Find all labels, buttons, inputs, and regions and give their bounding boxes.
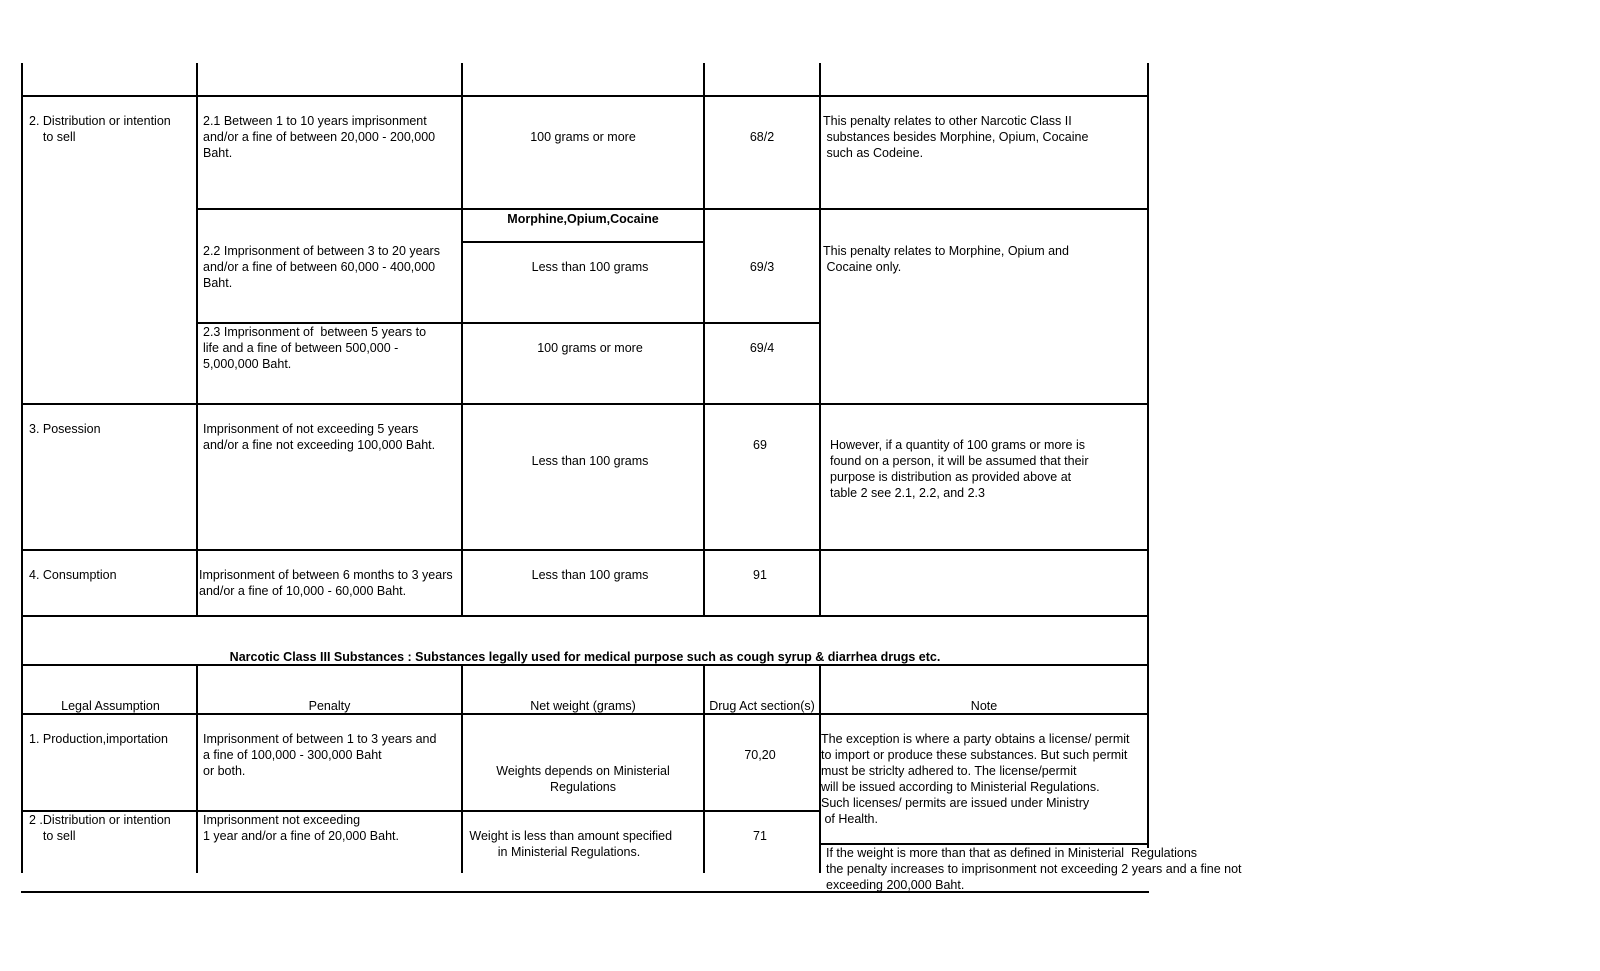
grid-line [21,63,23,873]
text-line: 2 .Distribution or intention [29,813,171,827]
penalty-possession [203,421,435,453]
penalty-production [203,731,436,779]
grid-line [196,208,1149,210]
weight-2-2: Less than 100 grams [531,260,649,274]
legal-assumption-distribution-class3 [29,812,171,844]
text-line: Baht. [203,146,233,160]
grid-line [819,63,821,617]
grid-line [21,95,1149,97]
text-line: 2. Distribution or intention [29,114,171,128]
section-distribution-class3: 71 [753,829,767,843]
text-line: substances besides Morphine, Opium, Cocaine [823,130,1089,144]
text-line: 2.3 Imprisonment of between 5 years to [203,325,427,339]
text-line: will be issued according to Ministerial Regulations. [821,780,1100,794]
text-line: of Health. [821,812,878,826]
text-line: life and a fine of between 500,000 - [203,341,399,355]
penalty-consumption [199,567,453,599]
grid-line [196,63,198,617]
grid-line [21,615,1149,617]
weight-consumption: Less than 100 grams [531,568,649,582]
note-2-1 [823,113,1088,161]
text-line: a fine of 100,000 - 300,000 Baht [203,748,382,762]
text-line: Weight is less than amount specified [465,829,673,843]
section-2-3: 69/4 [749,341,775,355]
grid-line [21,403,1149,405]
text-line: Imprisonment of between 6 months to 3 years [199,568,453,582]
weight-subheader-morphine: Morphine,Opium,Cocaine [507,212,659,226]
penalty-2-1 [203,113,435,161]
text-line: Cocaine only. [823,260,902,274]
text-line: Such licenses/ permits are issued under Ministry [821,796,1090,810]
text-line: exceeding 200,000 Baht. [826,878,965,892]
weight-possession: Less than 100 grams [531,454,649,468]
text-line: the penalty increases to imprisonment not exceeding 2 years and a fine not [826,862,1242,876]
note-2-2 [823,243,1069,275]
penalty-distribution-class3 [203,812,399,844]
text-line: to import or produce these substances. But such permit [821,748,1128,762]
text-line: to sell [29,829,76,843]
header-penalty: Penalty [308,699,351,713]
text-line: and/or a fine of 10,000 - 60,000 Baht. [199,584,407,598]
penalty-2-3 [203,324,426,372]
penalty-2-2 [203,243,440,291]
section-2-1: 68/2 [749,130,775,144]
weight-2-3: 100 grams or more [537,341,643,355]
text-line: 1 year and/or a fine of 20,000 Baht. [203,829,399,843]
text-line: must be striclty adhered to. The license/permit [821,764,1077,778]
text-line: or both. [203,764,246,778]
header-legal-assumption: Legal Assumption [61,699,160,713]
text-line: to sell [29,130,76,144]
text-line: table 2 see 2.1, 2.2, and 2.3 [830,486,985,500]
grid-line [1147,63,1149,848]
text-line: This penalty relates to Morphine, Opium and [823,244,1069,258]
section-production: 70,20 [744,748,776,762]
text-line: in Ministerial Regulations. [497,845,641,859]
note-distribution-class3 [826,845,1242,893]
note-production [821,731,1130,827]
header-note: Note [970,699,998,713]
text-line: Imprisonment not exceeding [203,813,361,827]
header-drug-act-section: Drug Act section(s) [709,699,815,713]
note-possession [830,437,1088,501]
text-line: Weights depends on Ministerial [496,764,670,778]
weight-distribution-class3 [463,828,675,860]
section-consumption: 91 [753,568,767,582]
weight-2-1: 100 grams or more [530,130,636,144]
text-line: 5,000,000 Baht. [203,357,292,371]
text-line: Baht. [203,276,233,290]
class3-title: Narcotic Class III Substances : Substances legally used for medical purpose such as cough syrup & diarrhea drugs etc. [229,650,941,664]
legal-assumption-possession: 3. Posession [29,422,101,436]
grid-line [21,549,1149,551]
text-line: Imprisonment of not exceeding 5 years [203,422,419,436]
header-net-weight: Net weight (grams) [530,699,636,713]
text-line: Regulations [549,780,616,794]
legal-assumption-consumption: 4. Consumption [29,568,117,582]
text-line: 2.2 Imprisonment of between 3 to 20 years [203,244,440,258]
text-line: 2.1 Between 1 to 10 years imprisonment [203,114,427,128]
section-2-2: 69/3 [749,260,775,274]
section-possession: 69 [753,438,767,452]
text-line: This penalty relates to other Narcotic Class II [823,114,1072,128]
grid-line [461,241,705,243]
text-line: The exception is where a party obtains a license/ permit [821,732,1130,746]
text-line: found on a person, it will be assumed that their [830,454,1089,468]
text-line: However, if a quantity of 100 grams or more is [830,438,1085,452]
text-line: Imprisonment of between 1 to 3 years and [203,732,437,746]
text-line: If the weight is more than that as defined in Ministerial Regulations [826,846,1198,860]
text-line: and/or a fine not exceeding 100,000 Baht. [203,438,436,452]
legal-assumption-production: 1. Production,importation [29,732,168,746]
weight-production [463,763,703,795]
text-line: such as Codeine. [823,146,924,160]
legal-assumption-distribution [29,113,171,145]
text-line: and/or a fine of between 60,000 - 400,000 [203,260,436,274]
text-line: purpose is distribution as provided above at [830,470,1072,484]
text-line: and/or a fine of between 20,000 - 200,000 [203,130,436,144]
